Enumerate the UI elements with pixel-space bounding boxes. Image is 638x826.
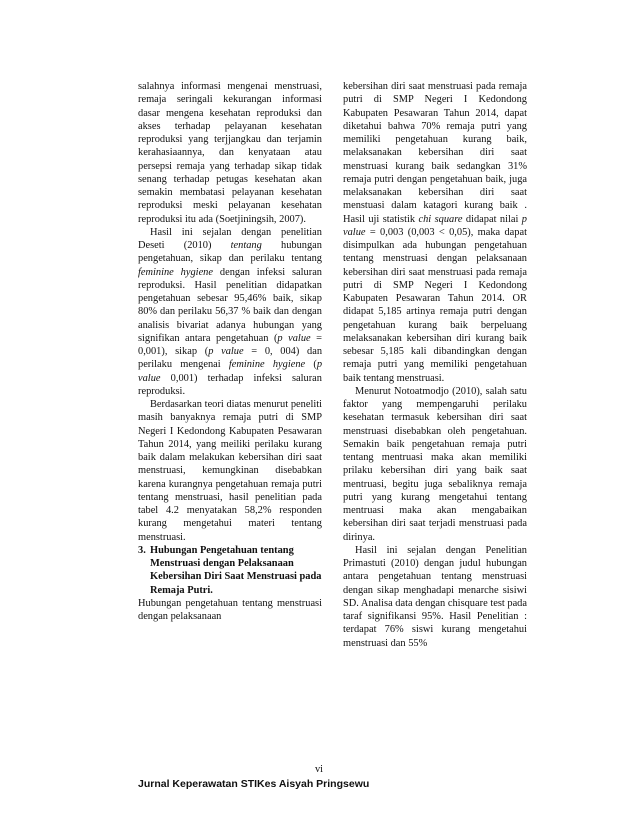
left-paragraph-4: Hubungan pengetahuan tentang menstruasi dengan pelaksanaan <box>138 597 322 622</box>
right-column <box>343 80 527 650</box>
text-run: Hasil ini sejalan dengan penelitian Deseti (2010) <box>138 226 322 251</box>
italic-run: p value <box>208 346 244 357</box>
text-run: kebersihan diri saat menstruasi pada remaja putri di SMP Negeri I Kedondong Kabupaten Pesawaran Tahun 2014, dapat diketahui bahwa 70% remaja putri yang memiliki pengetahuan kurang baik, melaksanakan kebersihan diri saat menstruasi kurang baik sedangkan 31% remaja putri dengan pengetahuan baik, juga melaksanakan kebersihan diri saat menstuasi dalam katagori kurang baik . Hasil uji statistik <box>343 81 527 225</box>
italic-run: feminine hygiene <box>138 266 213 278</box>
left-column <box>138 80 322 623</box>
text-run: dengan infeksi saluran reproduksi. Hasil penelitian didapatkan pengetahuan sebesar 95,46% baik, sikap 80% dan perilaku 56,37 % baik dan dengan analisis bivariat adanya hubungan yang signifikan antara pengetahuan ( <box>138 266 322 344</box>
left-paragraph-3: Berdasarkan teori diatas menurut peneliti masih banyaknya remaja putri di SMP Negeri I Kedondong Kabupaten Pesawaran Tahun 2014, yang meiliki perilaku kurang baik dalam melakukan kebersihan diri saat menstruasi, kemungkinan disebabkan karena kurangnya pengetahuan remaja putri tentang menstruasi, hasil penelitian pada tabel 4.2 menyatakan 58,2% responden kurang mengetahui materi tentang menstruasi. <box>138 399 322 543</box>
italic-run: tentang <box>230 240 262 251</box>
section-heading <box>138 544 322 597</box>
right-paragraph-3: Hasil ini sejalan dengan Penelitian Primastuti (2010) dengan judul hubungan antara pengetahuan tentang menstruasi dengan sikap menghadapi menarche sisiwi SD. Analisa data dengan chisquare test pada taraf signifikansi 95%. Hasil Penelitian : terdapat 76% siswi kurang mengetahui menstruasi dan 55% <box>343 544 527 649</box>
italic-run: chi square <box>418 213 463 225</box>
text-run: ( <box>305 359 317 371</box>
left-paragraph-1: salahnya informasi mengenai menstruasi, remaja seringali kekurangan informasi dasar mengena kesehatan reproduksi dan akses terhadap pelayanan kesehatan reproduksi yang terjjangkau dan terjamin kerahasiaannya, dan kenyataan atau persepsi remaja yang terhadap sikap tidak senang terhadap petugas kesehatan akan semakin membatasi pelayanan kesehatan reproduksi meski pelayanan kesehatan reproduksi itu ada (Soetjiningsih, 2007). <box>138 81 322 225</box>
text-run: = 0,003 (0,003 < 0,05), maka dapat disimpulkan ada hubungan pengetahuan tentang menstruasi dengan pelaksanaan kebersihan diri saat menstruasi pada remaja putri di SMP Negeri I Kedondong Kabupaten Pesawaran Tahun 2014. OR didapat 5,185 artinya remaja putri dengan pengetahuan kurang baik berpeluang melaksanakan kebersihan diri kurang baik sebesar 5,185 kali dibandingkan dengan remaja putri yang memiliki pengetahuan baik tentang menstruasi. <box>343 226 527 384</box>
italic-run: p value <box>277 332 311 344</box>
italic-run: p value <box>343 213 527 238</box>
right-paragraph-2: Menurut Notoatmodjo (2010), salah satu faktor yang mempengaruhi perilaku kesehatan termasuk kebersihan diri saat menstruasi disebabkan oleh pengetahuan. Semakin baik pengetahuan remaja putri tentang mentruasi maka akan memiliki prilaku kebersihan diri yang baik saat mentruasi, begitu juga sebaliknya remaja putri yang kurang mengetahui tentang mentruasi maka akan mengabaikan kebersihan diri saat terjadi menstruasi pada dirinya. <box>343 385 527 543</box>
section-title: Hubungan Pengetahuan tentang Menstruasi dengan Pelaksanaan Kebersihan Diri Saat Menstruasi pada Remaja Putri. <box>150 544 322 596</box>
page-number: vi <box>314 764 324 775</box>
left-paragraph-2 <box>138 226 322 398</box>
italic-run: feminine hygiene <box>228 359 306 371</box>
text-run: didapat nilai <box>462 213 522 225</box>
text-run: hubungan pengetahuan, sikap dan perilaku tentang <box>138 240 322 265</box>
right-paragraph-1 <box>343 80 527 385</box>
journal-footer: Jurnal Keperawatan STIKes Aisyah Pringsewu <box>138 778 370 790</box>
text-run: = 0, 004) dan perilaku mengenai <box>138 346 323 371</box>
text-run: 0,001) terhadap infeksi saluran reproduksi. <box>138 372 322 397</box>
section-number: 3. <box>138 544 146 556</box>
italic-run: p value <box>138 359 323 384</box>
text-run: = 0,001), sikap ( <box>138 332 322 357</box>
